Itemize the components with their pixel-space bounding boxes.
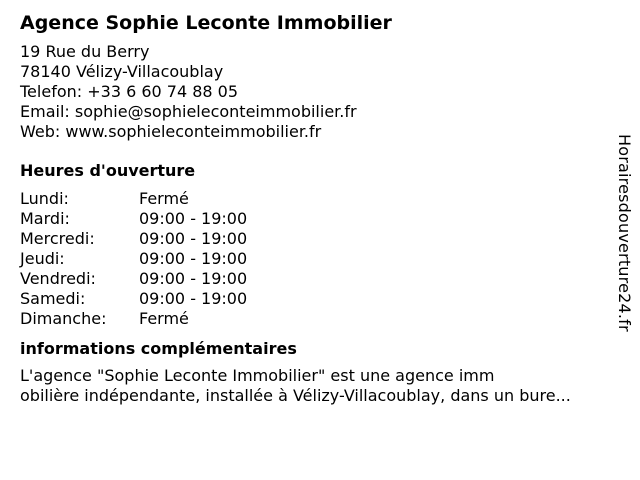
additional-info-text	[20, 366, 620, 406]
hours-row-saturday	[20, 289, 620, 309]
day-hours: Fermé	[139, 189, 189, 208]
day-hours: 09:00 - 19:00	[139, 289, 248, 308]
day-label: Dimanche:	[20, 309, 107, 328]
day-hours: 09:00 - 19:00	[139, 209, 248, 228]
day-hours: 09:00 - 19:00	[139, 229, 248, 248]
day-hours: Fermé	[139, 309, 189, 328]
day-hours: 09:00 - 19:00	[139, 249, 248, 268]
agency-name: Agence Sophie Leconte Immobilier	[20, 12, 392, 34]
hours-row-thursday	[20, 249, 620, 269]
opening-hours-heading: Heures d'ouverture	[20, 161, 196, 180]
website-url: Web: www.sophieleconteimmobilier.fr	[20, 122, 322, 141]
day-label: Mercredi:	[20, 229, 95, 248]
hours-row-monday	[20, 189, 620, 209]
day-label: Samedi:	[20, 289, 86, 308]
day-label: Jeudi:	[20, 249, 65, 268]
agency-card	[20, 10, 620, 406]
hours-row-friday	[20, 269, 620, 289]
info-line-2: obilière indépendante, installée à Vélizy-Villacoublay, dans un bure...	[20, 386, 571, 405]
phone-number: Telefon: +33 6 60 74 88 05	[20, 82, 239, 101]
street-address: 19 Rue du Berry	[20, 42, 150, 61]
day-hours: 09:00 - 19:00	[139, 269, 248, 288]
day-label: Mardi:	[20, 209, 70, 228]
hours-row-wednesday	[20, 229, 620, 249]
additional-info-heading: informations complémentaires	[20, 339, 297, 358]
hours-row-sunday	[20, 309, 620, 329]
site-watermark: Horairesdouverture24.fr	[615, 134, 634, 332]
info-line-1: L'agence "Sophie Leconte Immobilier" est une agence imm	[20, 366, 495, 385]
day-label: Lundi:	[20, 189, 69, 208]
day-label: Vendredi:	[20, 269, 96, 288]
email-address: Email: sophie@sophieleconteimmobilier.fr	[20, 102, 357, 121]
hours-row-tuesday	[20, 209, 620, 229]
city-address: 78140 Vélizy-Villacoublay	[20, 62, 224, 81]
